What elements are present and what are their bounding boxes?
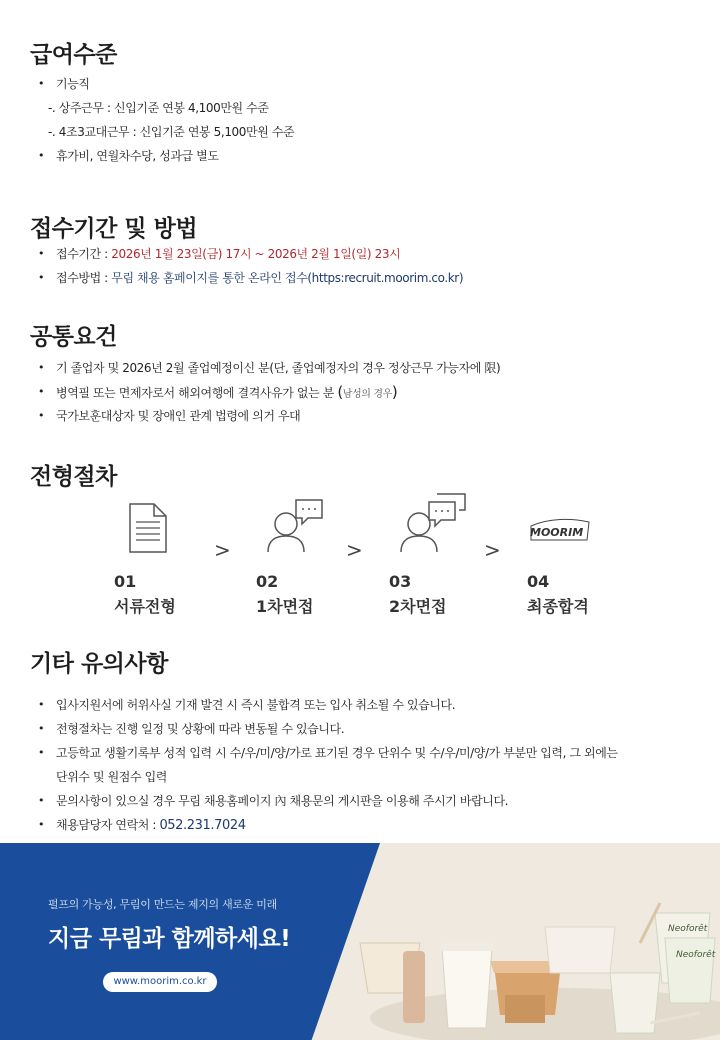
list-item: • 기능직 (38, 77, 90, 91)
step-label: 최종합격 (527, 597, 589, 616)
notes-title: 기타 유의사항 (30, 651, 168, 677)
list-item: • 접수방법 : 무림 채용 홈페이지를 통한 온라인 접수(https:recruit.moorim.co.kr) (38, 271, 464, 285)
list-item: • 휴가비, 연월차수당, 성과급 별도 (38, 149, 219, 163)
process-title: 전형절차 (30, 464, 117, 490)
chevron-right-icon: > (214, 538, 231, 562)
list-item: • 국가보훈대상자 및 장애인 관계 법령에 의거 우대 (38, 409, 301, 423)
banner-tagline: 펄프의 가능성, 무림이 만드는 제지의 새로운 미래 (48, 898, 277, 911)
recruit-banner (0, 843, 720, 1040)
apply-list (38, 242, 463, 290)
notes-list (38, 693, 618, 837)
list-item: -. 상주근무 : 신입기준 연봉 4,100만원 수준 (48, 101, 269, 115)
list-item: • 접수기간 : 2026년 1월 23일(금) 17시 ~ 2026년 2월 1일(일) 23시 (38, 247, 401, 261)
contact-phone: 052.231.7024 (159, 818, 246, 833)
list-item: • 입사지원서에 허위사실 기재 발견 시 즉시 불합격 또는 입사 취소될 수 있습니다. (38, 698, 456, 712)
website-link[interactable]: www.moorim.co.kr (103, 972, 217, 992)
step-number: 04 (527, 572, 550, 591)
moorim-logo (527, 490, 647, 562)
step-label: 2차면접 (389, 597, 447, 616)
requirements-title: 공통요건 (30, 324, 117, 350)
step-number: 03 (389, 572, 412, 591)
list-item: -. 4조3교대근무 : 신입기준 연봉 5,100만원 수준 (48, 125, 295, 139)
step-label: 서류전형 (114, 597, 176, 616)
list-item: • 병역필 또는 면제자로서 해외여행에 결격사유가 없는 분 (남성의 경우) (38, 383, 398, 401)
chevron-right-icon: > (346, 538, 363, 562)
cup-brand-text: Neoforêt (668, 924, 708, 934)
list-item: • 기 졸업자 및 2026년 2월 졸업예정이신 분(단, 졸업예정자의 경우 정상근무 가능자에 限) (38, 361, 501, 375)
requirements-list (38, 356, 500, 428)
chevron-right-icon: > (484, 538, 501, 562)
list-item: • 고등학교 생활기록부 성적 입력 시 수/우/미/양/가로 표기된 경우 단위수 및 수/우/미/양/가 부분만 입력, 그 외에는 (38, 746, 618, 760)
salary-title: 급여수준 (30, 42, 117, 68)
step-label: 1차면접 (256, 597, 314, 616)
step-number: 02 (256, 572, 279, 591)
process-steps (0, 490, 720, 620)
list-item: • 문의사항이 있으실 경우 무림 채용홈페이지 內 채용문의 게시판을 이용해 주시기 바랍니다. (38, 794, 509, 808)
apply-title: 접수기간 및 방법 (30, 216, 198, 242)
list-item: • 채용담당자 연락처 : 052.231.7024 (38, 818, 246, 833)
apply-period: 2026년 1월 23일(금) 17시 ~ 2026년 2월 1일(일) 23시 (111, 247, 401, 261)
cup-brand-text: Neoforêt (676, 950, 716, 960)
apply-method: 무림 채용 홈페이지를 통한 온라인 접수(https:recruit.moorim.co.kr) (111, 271, 464, 285)
list-item: • 전형절차는 진행 일정 및 상황에 따라 변동될 수 있습니다. (38, 722, 345, 736)
list-item: 단위수 및 원점수 입력 (56, 770, 167, 784)
step-number: 01 (114, 572, 137, 591)
salary-list (38, 72, 294, 168)
banner-headline: 지금 무림과 함께하세요! (48, 926, 291, 952)
logo-text: MOORIM (530, 526, 584, 539)
process-step (527, 490, 647, 616)
